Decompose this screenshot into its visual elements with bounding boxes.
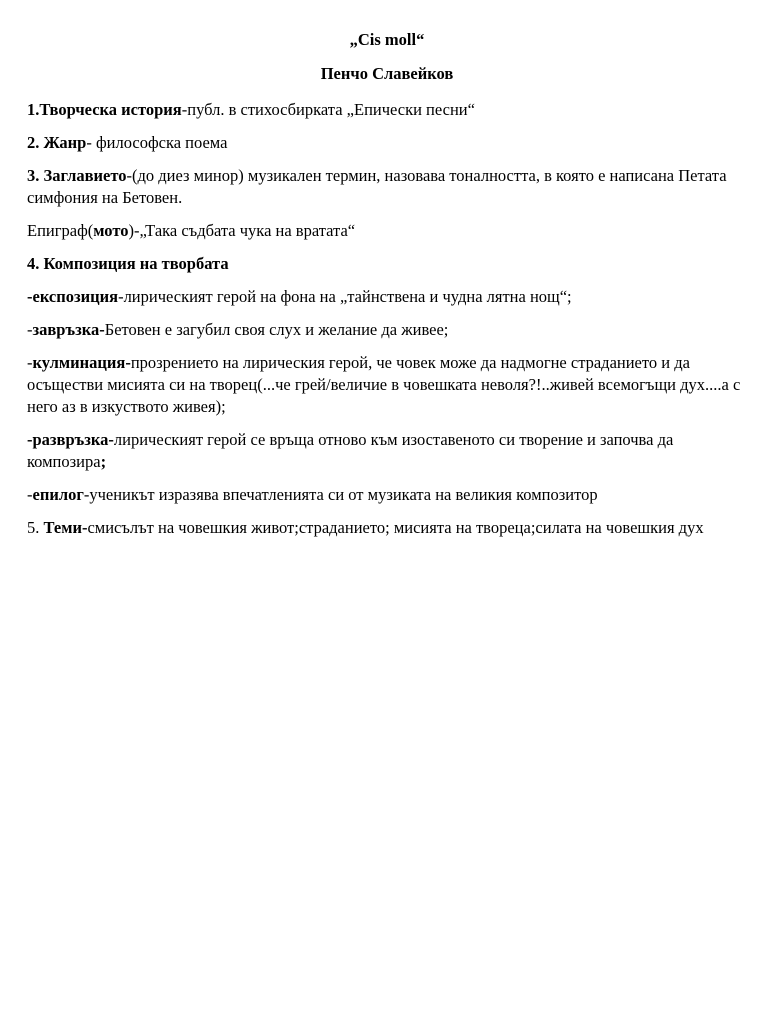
paragraph-epigraph xyxy=(27,220,747,242)
paragraph-plot-start xyxy=(27,319,747,341)
paragraph-heading: кулминация- xyxy=(32,353,131,372)
paragraph-prefix: Епиграф( xyxy=(27,221,94,240)
paragraph-prefix: - xyxy=(27,353,33,372)
paragraph-heading: 3. Заглавието xyxy=(27,166,127,185)
paragraph-resolution xyxy=(27,429,747,473)
paragraph-text: )-„Така съдбата чука на вратата“ xyxy=(128,221,356,240)
paragraph-epilogue xyxy=(27,484,747,506)
paragraph-heading: 2. Жанр xyxy=(27,133,87,152)
paragraph-text: смисълът на човешкия живот;страданието; мисията на твореца;силата на човешкия дух xyxy=(87,518,704,537)
paragraph-prefix: - xyxy=(27,320,33,339)
paragraph-text: -(до диез минор) музикален термин, назовава тоналността, в която е написана Петата симфония на Бетовен. xyxy=(27,166,727,207)
paragraph-exposition xyxy=(27,286,747,308)
document-page xyxy=(27,29,747,550)
paragraph-text: -ученикът изразява впечатленията си от музиката на великия композитор xyxy=(83,485,598,504)
paragraph-text: - философска поема xyxy=(86,133,228,152)
paragraph-climax xyxy=(27,352,747,418)
paragraph-prefix: - xyxy=(27,485,33,504)
paragraph-heading: завръзка- xyxy=(32,320,105,339)
paragraph-heading: Теми- xyxy=(43,518,88,537)
paragraph-title-meaning xyxy=(27,165,747,209)
paragraph-heading: 1.Творческа история xyxy=(27,100,182,119)
paragraph-themes xyxy=(27,517,747,539)
document-author: Пенчо Славейков xyxy=(320,64,454,83)
paragraph-creative-history xyxy=(27,99,747,121)
paragraph-genre xyxy=(27,132,747,154)
paragraph-suffix: ; xyxy=(100,452,107,471)
paragraph-text: лирическият герой се връща отново към изоставеното си творение и започва да композира xyxy=(27,430,674,471)
paragraph-text: Бетовен е загубил своя слух и желание да живее; xyxy=(104,320,449,339)
paragraph-heading: -развръзка- xyxy=(27,430,114,449)
paragraph-composition xyxy=(27,253,747,275)
paragraph-heading: 4. Композиция на творбата xyxy=(27,254,229,273)
document-title: „Cis moll“ xyxy=(349,30,425,49)
paragraph-heading: мото xyxy=(93,221,129,240)
paragraph-heading: епилог xyxy=(32,485,84,504)
paragraph-text: прозрението на лирическия герой, че човек може да надмогне страданието и да осъществи мисията си на творец(...че грей/величие в човешката неволя?!..живей всемогъщи дух....а с него аз в изкуството живея); xyxy=(27,353,741,416)
paragraph-prefix: 5. xyxy=(27,518,44,537)
paragraph-heading: -експозиция xyxy=(27,287,119,306)
paragraph-text: -публ. в стихосбирката „Епически песни“ xyxy=(181,100,475,119)
paragraph-text: -лирическият герой на фона на „тайнствена и чудна лятна нощ“; xyxy=(118,287,572,306)
